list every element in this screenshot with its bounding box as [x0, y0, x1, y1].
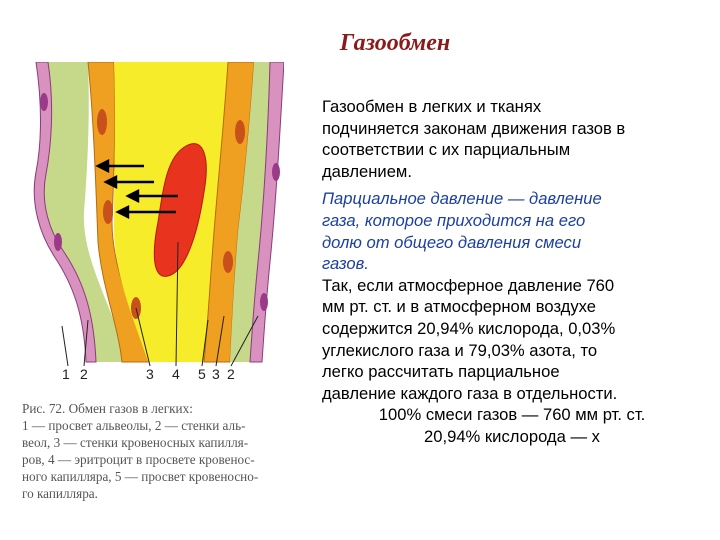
- alveolus-capillary-illustration: [18, 62, 308, 390]
- figure-label: 2: [80, 366, 88, 382]
- figure-labels: [18, 366, 308, 388]
- text-line: легко рассчитать парциальное: [322, 362, 560, 382]
- caption-line: 1 — просвет альвеолы, 2 — стенки аль-: [22, 418, 246, 433]
- body-text: [322, 96, 702, 448]
- figure-label: 5: [198, 366, 206, 382]
- text-line: мм рт. ст. и в атмосферном воздухе: [322, 297, 597, 317]
- text-line: Парциальное давление — давление: [322, 189, 602, 209]
- text-line: газа, которое приходится на его: [322, 210, 586, 230]
- text-line: содержится 20,94% кислорода, 0,03%: [322, 318, 616, 338]
- text-line: углекислого газа и 79,03% азота, то: [322, 340, 598, 360]
- proportion-line: 20,94% кислорода — х: [424, 426, 600, 446]
- text-line: соответствии с их парциальным: [322, 140, 571, 160]
- caption-line: веол, 3 — стенки кровеносных капилля-: [22, 435, 249, 450]
- figure-caption: [22, 400, 304, 502]
- figure-label: 1: [62, 366, 70, 382]
- caption-line: го капилляра.: [22, 486, 98, 501]
- figure-label: 3: [212, 366, 220, 382]
- proportion-line: 100% смеси газов — 760 мм рт. ст.: [378, 405, 646, 425]
- caption-line: Рис. 72. Обмен газов в легких:: [22, 401, 193, 416]
- definition-paragraph: [322, 188, 702, 274]
- example-paragraph: [322, 275, 702, 448]
- figure-label: 4: [172, 366, 180, 382]
- text-line: давлением.: [322, 161, 412, 181]
- text-line: давление каждого газа в отдельности.: [322, 383, 618, 403]
- gas-exchange-figure: [18, 62, 308, 390]
- text-line: газов.: [322, 254, 369, 274]
- text-line: Так, если атмосферное давление 760: [322, 275, 615, 295]
- slide-title: Газообмен: [339, 30, 451, 56]
- text-line: долю от общего давления смеси: [322, 232, 582, 252]
- caption-line: ного капилляра, 5 — просвет кровеносно-: [22, 469, 259, 484]
- caption-line: ров, 4 — эритроцит в просвете кровенос-: [22, 452, 255, 467]
- intro-paragraph: [322, 96, 702, 182]
- text-line: Газообмен в легких и тканях: [322, 97, 542, 116]
- figure-label: 3: [146, 366, 154, 382]
- figure-label: 2: [227, 366, 235, 382]
- text-line: подчиняется законам движения газов в: [322, 118, 626, 138]
